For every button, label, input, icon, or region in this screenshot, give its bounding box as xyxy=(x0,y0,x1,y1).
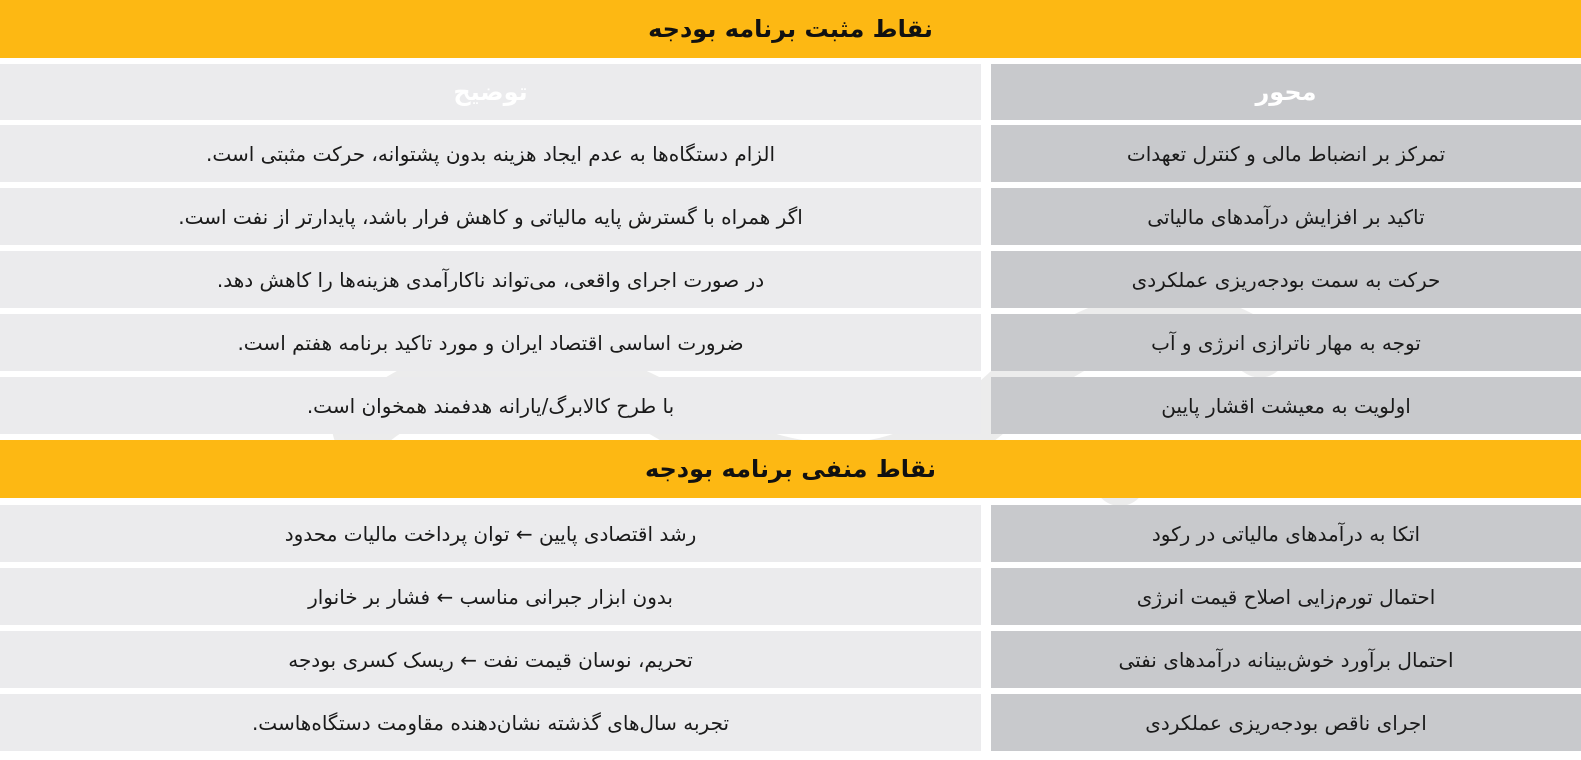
table-row xyxy=(0,188,1581,245)
header-axis: محور xyxy=(991,64,1581,120)
description-cell: ضرورت اساسی اقتصاد ایران و مورد تاکید برنامه هفتم است. xyxy=(0,314,981,371)
description-cell: در صورت اجرای واقعی، می‌تواند ناکارآمدی هزینه‌ها را کاهش دهد. xyxy=(0,251,981,308)
header-description: توضیح xyxy=(0,64,981,120)
description-cell: تحریم، نوسان قیمت نفت ← ریسک کسری بودجه xyxy=(0,631,981,688)
positive-section-title: نقاط مثبت برنامه بودجه xyxy=(0,0,1581,58)
negative-section-title: نقاط منفی برنامه بودجه xyxy=(0,440,1581,498)
table-row xyxy=(0,125,1581,182)
axis-cell: اتکا به درآمدهای مالیاتی در رکود xyxy=(991,505,1581,562)
description-cell: بدون ابزار جبرانی مناسب ← فشار بر خانوار xyxy=(0,568,981,625)
description-cell: اگر همراه با گسترش پایه مالیاتی و کاهش فرار باشد، پایدارتر از نفت است. xyxy=(0,188,981,245)
axis-cell: اجرای ناقص بودجه‌ریزی عملکردی xyxy=(991,694,1581,751)
table-row xyxy=(0,377,1581,434)
axis-cell: توجه به مهار ناترازی انرژی و آب xyxy=(991,314,1581,371)
table-row xyxy=(0,505,1581,562)
axis-cell: احتمال تورم‌زایی اصلاح قیمت انرژی xyxy=(991,568,1581,625)
axis-cell: تمرکز بر انضباط مالی و کنترل تعهدات xyxy=(991,125,1581,182)
description-cell: رشد اقتصادی پایین ← توان پرداخت مالیات محدود xyxy=(0,505,981,562)
description-cell: تجربه سال‌های گذشته نشان‌دهنده مقاومت دستگاه‌هاست. xyxy=(0,694,981,751)
table-row xyxy=(0,694,1581,751)
table-row xyxy=(0,251,1581,308)
table-row xyxy=(0,568,1581,625)
table-row xyxy=(0,631,1581,688)
axis-cell: حرکت به سمت بودجه‌ریزی عملکردی xyxy=(991,251,1581,308)
description-cell: با طرح کالابرگ/یارانه هدفمند همخوان است. xyxy=(0,377,981,434)
table-row xyxy=(0,314,1581,371)
axis-cell: احتمال برآورد خوش‌بینانه درآمدهای نفتی xyxy=(991,631,1581,688)
description-cell: الزام دستگاه‌ها به عدم ایجاد هزینه بدون پشتوانه، حرکت مثبتی است. xyxy=(0,125,981,182)
axis-cell: تاکید بر افزایش درآمدهای مالیاتی xyxy=(991,188,1581,245)
axis-cell: اولویت به معیشت اقشار پایین xyxy=(991,377,1581,434)
